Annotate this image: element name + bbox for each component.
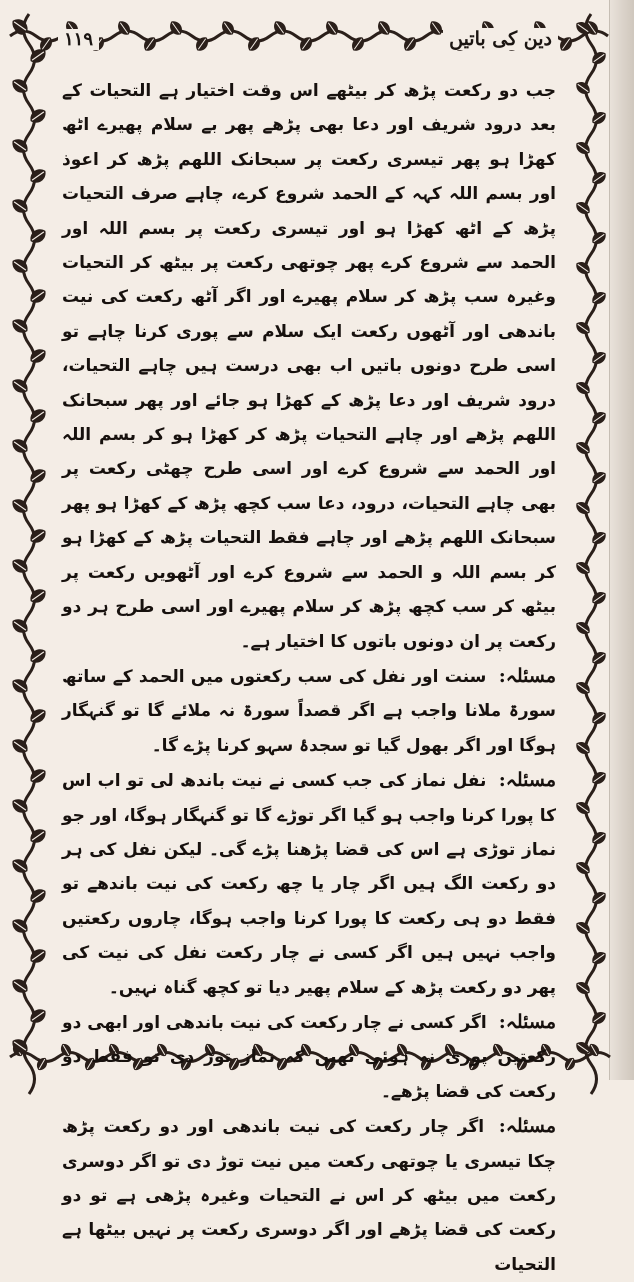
vine-leaf-ornament <box>589 229 608 247</box>
vine-leaf-ornament <box>589 709 608 727</box>
vine-leaf-ornament <box>589 949 608 967</box>
vine-leaf-ornament <box>589 109 608 127</box>
paragraph-text: سنت اور نفل کی سب رکعتوں میں الحمد کے ساتھ سورۃ ملانا واجب ہے اگر قصداً سورۃ نہ ملائے گا تو گنہگار ہوگا اور اگر بھول گیا تو سجدۂ سہو کرنا پڑے گا۔ <box>62 666 556 756</box>
vine-leaf-ornament <box>589 529 608 547</box>
masla-paragraph <box>62 763 556 1005</box>
vine-leaf-ornament <box>573 79 592 97</box>
paragraph-text: اگر چار رکعت کی نیت باندھی اور دو رکعت پڑھ چکا تیسری یا چوتھی رکعت میں نیت توڑ دی تو اگر دوسری رکعت میں بیٹھ کر اس نے التحیات وغیرہ پڑھی ہے تو دو رکعت کی قضا پڑھے اور اگر دوسری رکعت پر نہیں بیٹھا ہے التحیات <box>62 1117 556 1275</box>
vine-leaf-ornament <box>573 739 592 757</box>
running-title: دین کی باتیں <box>443 28 558 50</box>
vine-leaf-ornament <box>573 619 592 637</box>
masla-label: مسئلہ: <box>498 1115 557 1138</box>
masla-paragraph <box>62 1109 556 1282</box>
masla-label: مسئلہ: <box>498 664 556 687</box>
vine-leaf-ornament <box>573 919 592 937</box>
vine-leaf-ornament <box>573 859 592 877</box>
page-number: ۱۱۹ <box>58 29 99 50</box>
vine-leaf-ornament <box>589 169 608 187</box>
vine-leaf-ornament <box>573 139 592 157</box>
page-header <box>58 22 558 56</box>
masla-label: مسئلہ: <box>498 769 557 792</box>
vine-leaf-ornament <box>573 439 592 457</box>
vine-leaf-ornament <box>589 889 608 907</box>
vine-leaf-ornament <box>573 379 592 397</box>
page-edge <box>609 0 634 1080</box>
vine-leaf-ornament <box>573 799 592 817</box>
ornamental-border-left <box>10 14 48 1072</box>
ornamental-border-right <box>574 14 608 1072</box>
vine-leaf-ornament <box>573 979 592 997</box>
vine-leaf-ornament <box>589 649 608 667</box>
vine-leaf-ornament <box>573 259 592 277</box>
vine-leaf-ornament <box>589 769 608 787</box>
vine-leaf-ornament <box>589 469 608 487</box>
vine-leaf-ornament <box>589 289 608 307</box>
body-text <box>62 74 557 1275</box>
vine-leaf-ornament <box>573 559 592 577</box>
masla-paragraph <box>62 659 556 763</box>
vine-leaf-ornament <box>589 589 608 607</box>
vine-leaf-ornament <box>573 499 592 517</box>
paragraph-text: نفل نماز کی جب کسی نے نیت باندھ لی تو اب اس کا پورا کرنا واجب ہو گیا اگر توڑے گا تو گنہگار ہوگا، اور جو نماز توڑی ہے اس کی قضا پڑھنا پڑے گی۔ لیکن نفل کی ہر دو رکعت الگ ہیں اگر چار یا چھ رکعت کی نیت باندھے تو فقط دو ہی رکعت کا پورا کرنا واجب ہوگا، چاروں رکعتیں واجب نہیں ہیں اگر کسی نے چار رکعت نفل کی نیت کی پھر دو رکعت پڑھ کے سلام پھیر دیا تو کچھ گناہ نہیں۔ <box>62 771 556 998</box>
vine-leaf-ornament <box>573 19 592 37</box>
paragraph-text: اگر کسی نے چار رکعت کی نیت باندھی اور ابھی دو رکعتیں پوری نہ ہوئی تھیں کہ نماز توڑ دی تو فقط دو رکعت کی قضا پڑھے۔ <box>62 1012 556 1102</box>
masla-label: مسئلہ: <box>498 1010 557 1033</box>
vine-leaf-ornament <box>589 1009 608 1027</box>
vine-leaf-ornament <box>573 199 592 217</box>
vine-leaf-ornament <box>589 829 608 847</box>
masla-paragraph <box>62 1005 556 1109</box>
vine-leaf-ornament <box>589 349 608 367</box>
paragraph-text: جب دو رکعت پڑھ کر بیٹھے اس وقت اختیار ہے التحیات کے بعد درود شریف اور دعا بھی پڑھے پھر بے سلام پھیرے اٹھ کھڑا ہو پھر تیسری رکعت پر سبحانک اللھم پڑھ کر اعوذ اور بسم اللہ کہہ کے الحمد شروع کرے، چاہے صرف التحیات پڑھ کے اٹھ کھڑا ہو اور تیسری رکعت پر بسم اللہ اور الحمد سے شروع کرے پھر چوتھی رکعت پر بیٹھ کر التحیات وغیرہ سب پڑھ کر سلام پھیرے اور اگر آٹھ رکعت کی نیت باندھی اور آٹھوں رکعت ایک سلام سے پوری کرنا چاہے تو اسی طرح دونوں باتیں اب بھی درست ہیں چاہے التحیات، درود شریف اور دعا پڑھ کے کھڑا ہو جائے اور پھر سبحانک اللھم پڑھے اور چاہے التحیات پڑھ کر کھڑا ہو کر بسم اللہ اور الحمد سے شروع کرے اور اسی طرح چھٹی رکعت پر بھی چاہے التحیات، درود، دعا سب کچھ پڑھ کے کھڑا ہو پھر سبحانک اللھم پڑھے اور چاہے فقط التحیات پڑھ کے کھڑا ہو کر بسم اللہ و الحمد سے شروع کرے اور آٹھویں رکعت پر بیٹھ کر سب کچھ پڑھ کر سلام پھیرے اور اسی طرح ہر دو رکعت پر ان دونوں باتوں کا اختیار ہے۔ <box>62 81 556 652</box>
paragraph <box>62 74 556 659</box>
vine-leaf-ornament <box>573 679 592 697</box>
vine-leaf-ornament <box>573 319 592 337</box>
vine-leaf-ornament <box>589 49 608 67</box>
vine-leaf-ornament <box>589 409 608 427</box>
vine-leaf-ornament <box>573 1039 592 1057</box>
